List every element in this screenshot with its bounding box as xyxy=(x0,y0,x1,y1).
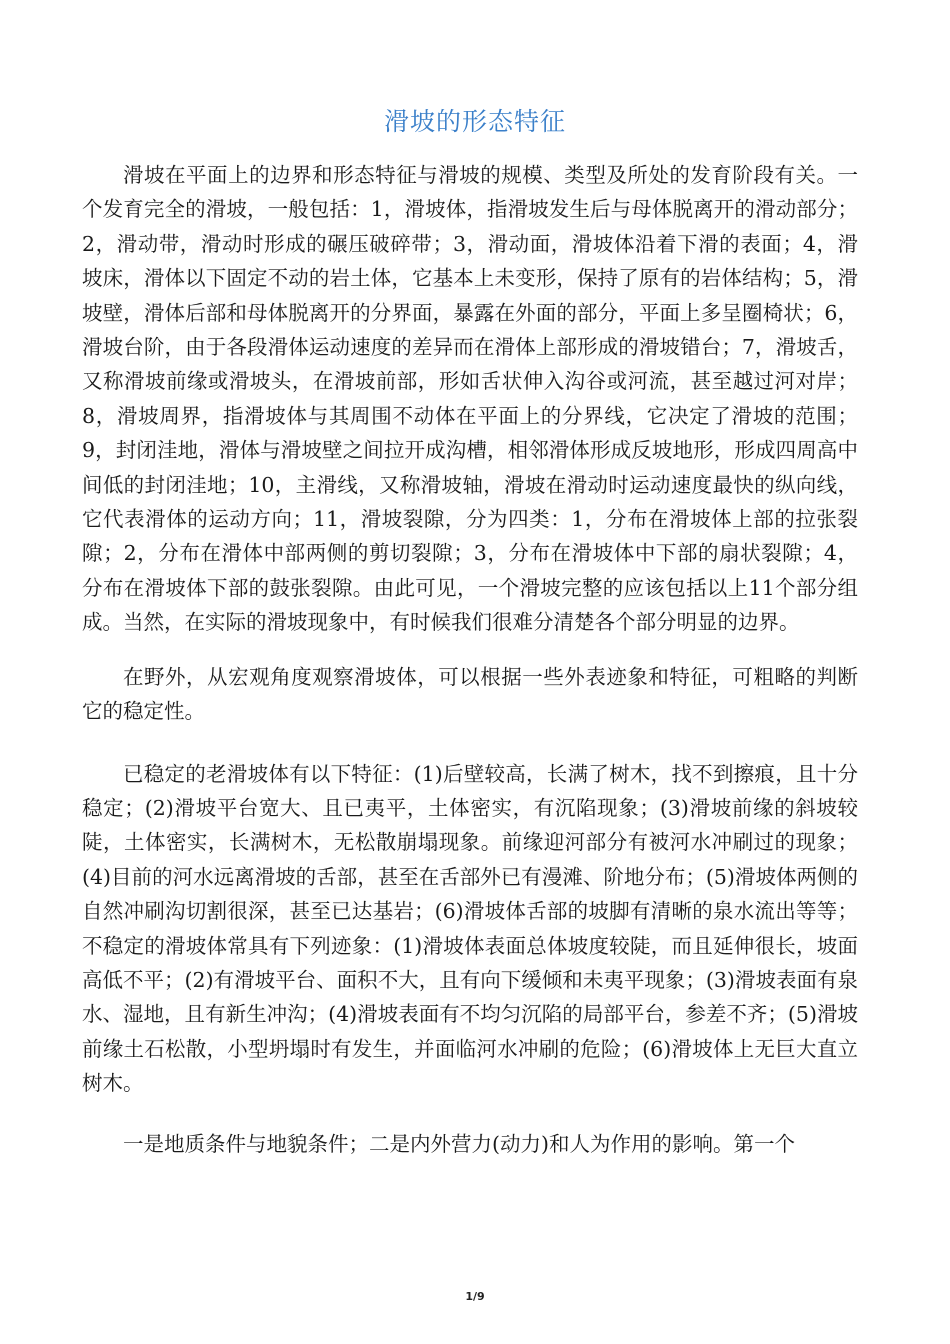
paragraph-field-observation: 在野外，从宏观角度观察滑坡体，可以根据一些外表迹象和特征，可粗略的判断它的稳定性。 xyxy=(82,664,858,724)
paragraph-conditions: 一是地质条件与地貌条件；二是内外营力(动力)和人为作用的影响。第一个 xyxy=(123,1131,795,1156)
paragraph-stability-features: 已稳定的老滑坡体有以下特征：(1)后壁较高，长满了树木，找不到擦痕，且十分稳定；(2)滑坡平台宽大、且已夷平，土体密实，有沉陷现象；(3)滑坡前缘的斜坡较陡，土体密实，长满树木，无松散崩塌现象。前缘迎河部分有被河水冲刷过的现象；(4)目前的河水远离滑坡的舌部，甚至在舌部外已有漫滩、阶地分布；(5)滑坡体两侧的自然冲刷沟切割很深，甚至已达基岩；(6)滑坡体舌部的坡脚有清晰的泉水流出等等；不稳定的滑坡体常具有下列迹象：(1)滑坡体表面总体坡度较陡，而且延伸很长，坡面高低不平；(2)有滑坡平台、面积不大，且有向下缓倾和未夷平现象；(3)滑坡表面有泉水、湿地，且有新生冲沟；(4)滑坡表面有不均匀沉陷的局部平台，参差不齐；(5)滑坡前缘土石松散，小型坍塌时有发生，并面临河水冲刷的危险；(6)滑坡体上无巨大直立树木。 xyxy=(82,761,858,1096)
document-body xyxy=(82,158,858,1161)
page-title: 滑坡的形态特征 xyxy=(383,107,566,136)
page-number: 1/9 xyxy=(465,1290,485,1303)
paragraph-landslide-components: 滑坡在平面上的边界和形态特征与滑坡的规模、类型及所处的发育阶段有关。一个发育完全的滑坡，一般包括：1，滑坡体，指滑坡发生后与母体脱离开的滑动部分；2，滑动带，滑动时形成的碾压破碎带；3，滑动面，滑坡体沿着下滑的表面；4，滑坡床，滑体以下固定不动的岩土体，它基本上未变形，保持了原有的岩体结构；5，滑坡壁，滑体后部和母体脱离开的分界面，暴露在外面的部分，平面上多呈圈椅状；6，滑坡台阶，由于各段滑体运动速度的差异而在滑体上部形成的滑坡错台；7，滑坡舌，又称滑坡前缘或滑坡头，在滑坡前部，形如舌状伸入沟谷或河流，甚至越过河对岸；8，滑坡周界，指滑坡体与其周围不动体在平面上的分界线，它决定了滑坡的范围；9，封闭洼地，滑体与滑坡壁之间拉开成沟槽，相邻滑体形成反坡地形，形成四周高中间低的封闭洼地；10，主滑线，又称滑坡轴，滑坡在滑动时运动速度最快的纵向线，它代表滑体的运动方向；11，滑坡裂隙，分为四类：1，分布在滑坡体上部的拉张裂隙；2，分布在滑体中部两侧的剪切裂隙；3，分布在滑坡体中下部的扇状裂隙；4，分布在滑坡体下部的鼓张裂隙。由此可见，一个滑坡完整的应该包括以上11个部分组成。当然，在实际的滑坡现象中，有时候我们很难分清楚各个部分明显的边界。 xyxy=(82,163,858,635)
